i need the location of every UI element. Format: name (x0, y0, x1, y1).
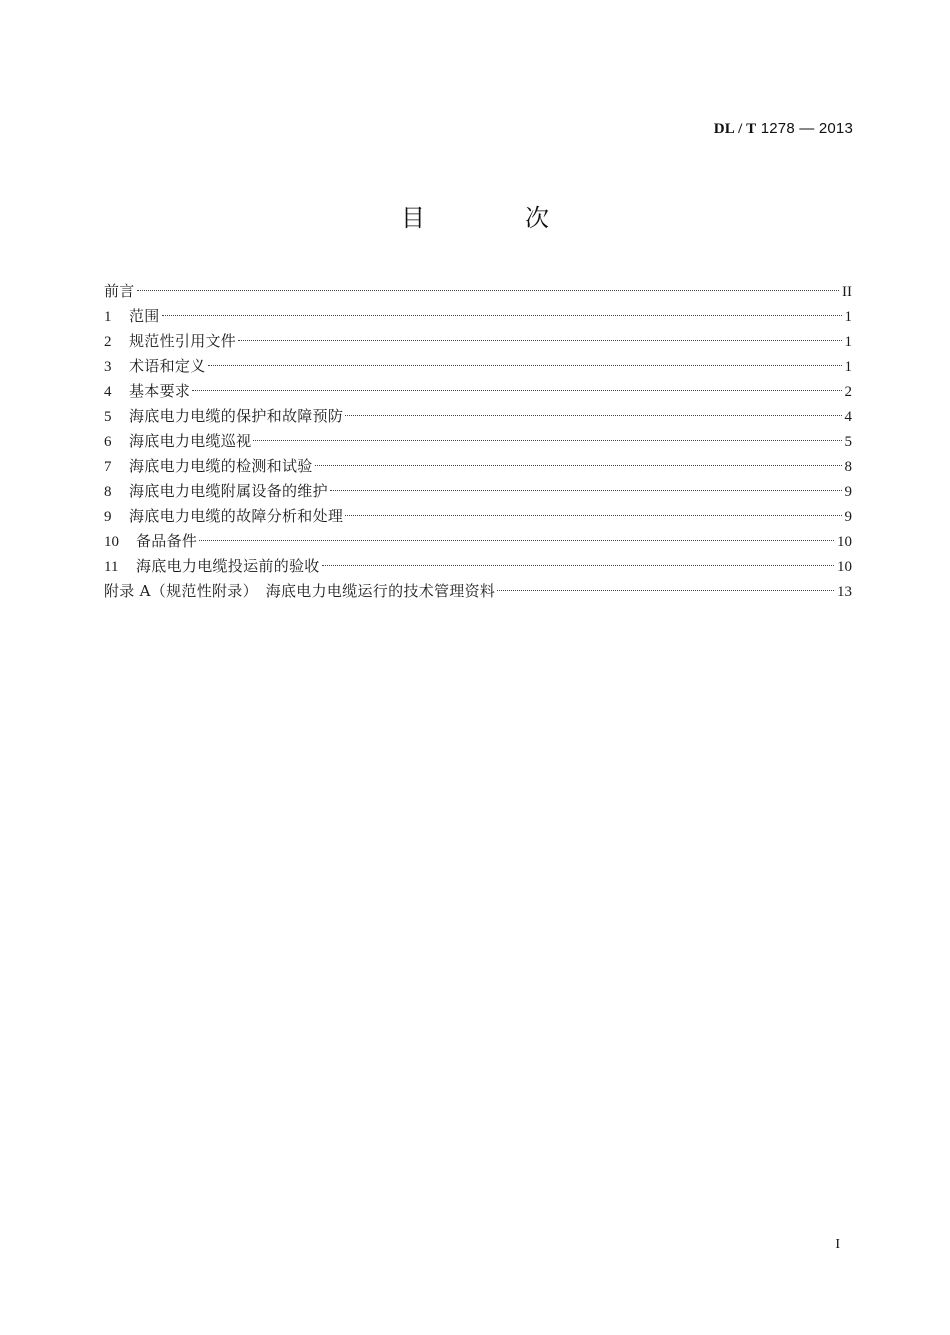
toc-entry-foreword[interactable] (104, 279, 852, 304)
toc-entry-7[interactable] (104, 454, 852, 479)
toc-entry-label: 基本要求 (129, 382, 191, 400)
toc-leader-dots (497, 590, 834, 591)
toc-entry-label: 海底电力电缆投运前的验收 (136, 557, 320, 575)
toc-entry-number: 6 (104, 434, 112, 450)
toc-entry-page: 10 (837, 559, 852, 575)
toc-leader-dots (253, 440, 841, 441)
toc-entry-page: 1 (844, 359, 852, 375)
toc-entry-number: 11 (104, 559, 119, 575)
toc-entry-appendix-a[interactable] (104, 579, 852, 604)
toc-entry-1[interactable] (104, 304, 852, 329)
toc-entry-page: 4 (844, 409, 852, 425)
toc-entry-number: 9 (104, 509, 112, 525)
toc-entry-label: 附录 A（规范性附录） 海底电力电缆运行的技术管理资料 (104, 582, 496, 600)
toc-entry-page: 9 (844, 484, 852, 500)
toc-entry-label: 前言 (104, 282, 135, 300)
toc-entry-label: 海底电力电缆的检测和试验 (129, 457, 313, 475)
toc-entry-2[interactable] (104, 329, 852, 354)
toc-entry-page: 8 (844, 459, 852, 475)
toc-leader-dots (238, 340, 841, 341)
toc-leader-dots (322, 565, 834, 566)
toc-leader-dots (315, 465, 842, 466)
toc-leader-dots (162, 315, 842, 316)
toc-entry-page: 1 (844, 334, 852, 350)
toc-entry-4[interactable] (104, 379, 852, 404)
toc-entry-number: 7 (104, 459, 112, 475)
toc-entry-label: 术语和定义 (129, 357, 206, 375)
toc-entry-page: 1 (844, 309, 852, 325)
toc-entry-label: 范围 (129, 307, 160, 325)
toc-entry-10[interactable] (104, 529, 852, 554)
toc-entry-number: 10 (104, 534, 119, 550)
toc-leader-dots (345, 515, 841, 516)
toc-entry-page: 10 (837, 534, 852, 550)
toc-leader-dots (137, 290, 839, 291)
toc-entry-number: 1 (104, 309, 112, 325)
toc-leader-dots (208, 365, 842, 366)
toc-entry-page: II (842, 284, 852, 300)
toc-entry-page: 9 (844, 509, 852, 525)
toc-entry-page: 5 (844, 434, 852, 450)
toc-entry-3[interactable] (104, 354, 852, 379)
toc-entry-number: 8 (104, 484, 112, 500)
toc-leader-dots (192, 390, 841, 391)
toc-entry-label: 海底电力电缆附属设备的维护 (129, 482, 328, 500)
toc-entry-11[interactable] (104, 554, 852, 579)
toc-entry-number: 5 (104, 409, 112, 425)
standard-prefix: DL / T (713, 121, 757, 137)
toc-leader-dots (330, 490, 842, 491)
toc-entry-number: 2 (104, 334, 112, 350)
toc-leader-dots (345, 415, 841, 416)
toc-entry-page: 2 (844, 384, 852, 400)
toc-entry-label: 海底电力电缆巡视 (129, 432, 252, 450)
standard-number: 1278 — 2013 (760, 120, 853, 137)
toc-entry-label: 备品备件 (136, 532, 198, 550)
standard-code (714, 120, 853, 138)
toc-leader-dots (199, 540, 834, 541)
page-number: I (835, 1237, 840, 1252)
toc-entry-label: 海底电力电缆的保护和故障预防 (129, 407, 344, 425)
toc-heading: 目 次 (401, 204, 587, 232)
toc-entry-6[interactable] (104, 429, 852, 454)
toc-entry-page: 13 (837, 584, 852, 600)
toc-entry-8[interactable] (104, 479, 852, 504)
toc-entry-label: 海底电力电缆的故障分析和处理 (129, 507, 344, 525)
toc-entry-number: 3 (104, 359, 112, 375)
toc-entry-5[interactable] (104, 404, 852, 429)
table-of-contents (104, 279, 852, 604)
toc-entry-label: 规范性引用文件 (129, 332, 237, 350)
toc-entry-9[interactable] (104, 504, 852, 529)
toc-entry-number: 4 (104, 384, 112, 400)
